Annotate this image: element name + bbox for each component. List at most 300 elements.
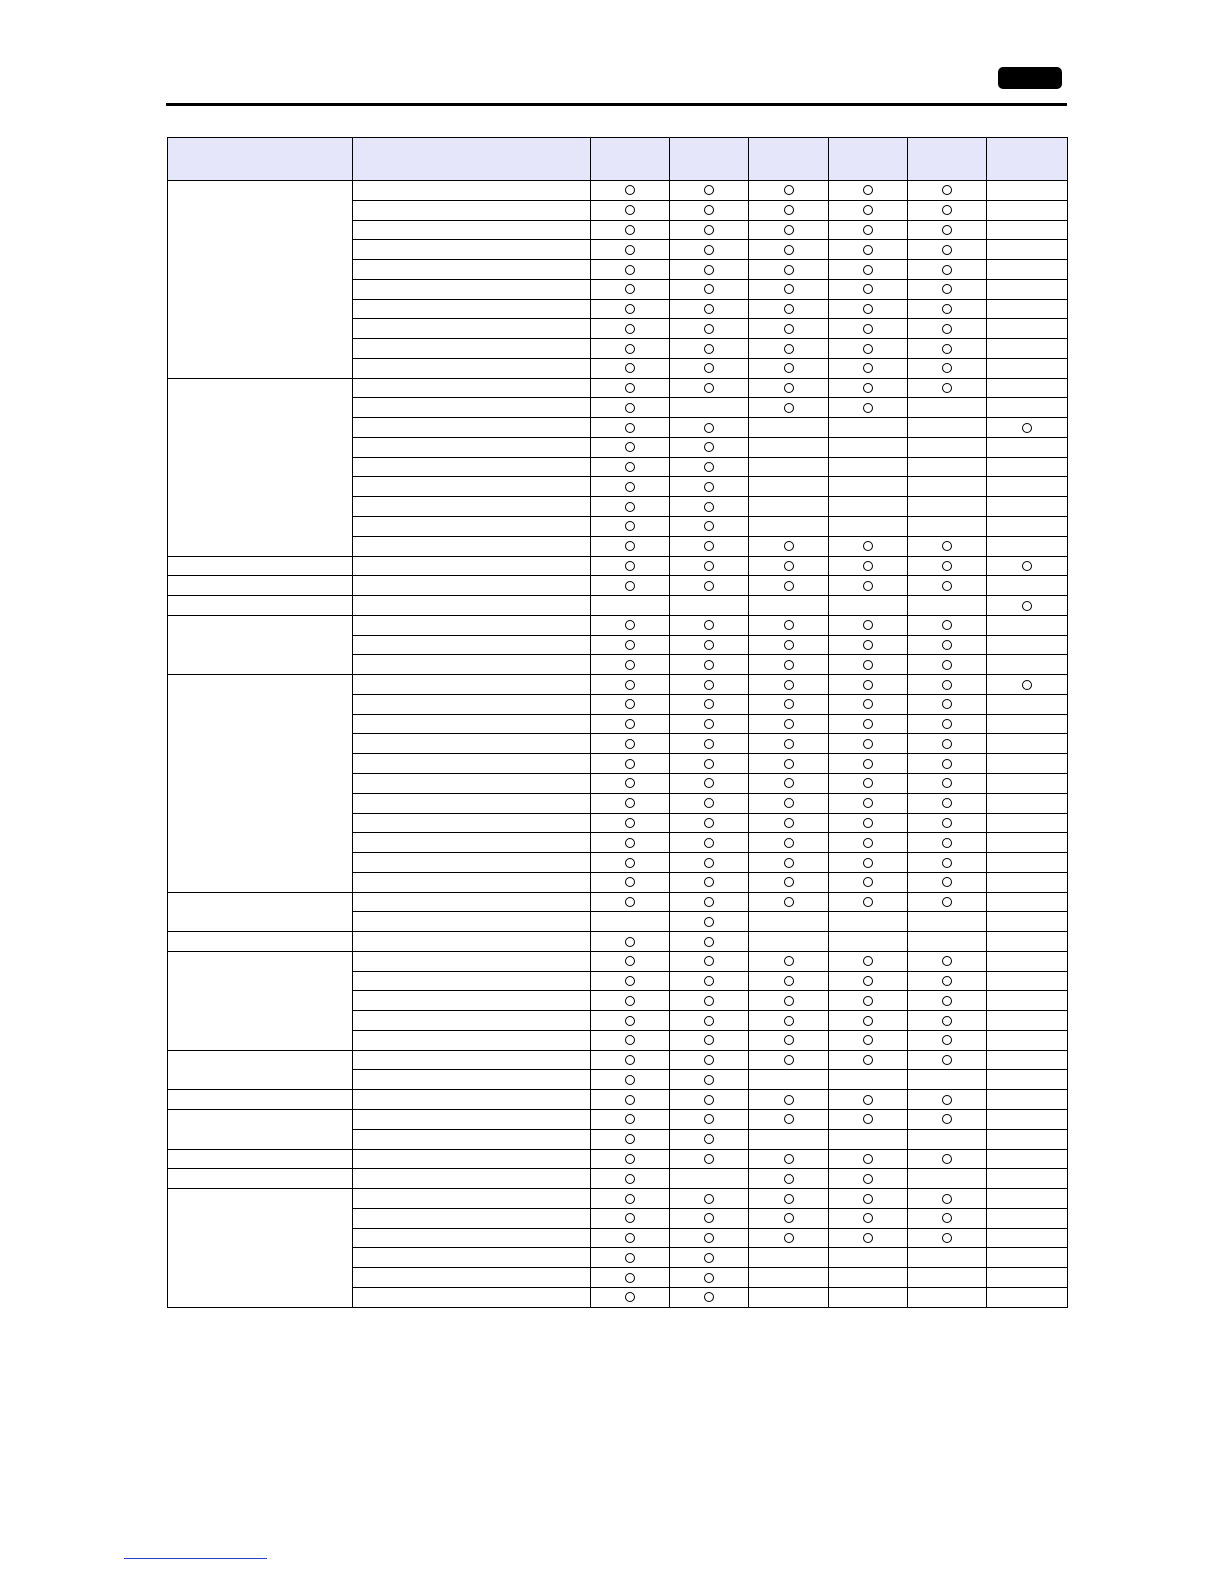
support-cell [591,872,670,892]
supported-circle-icon [784,778,794,788]
item-cell [353,1268,591,1288]
supported-circle-icon [784,1213,794,1223]
support-cell [670,299,749,319]
item-cell [353,655,591,675]
support-cell [908,1248,987,1268]
support-cell [591,1011,670,1031]
support-cell [908,754,987,774]
item-cell [353,1149,591,1169]
item-cell [353,497,591,517]
supported-circle-icon [704,1075,714,1085]
item-cell [353,675,591,695]
item-cell [353,1011,591,1031]
supported-circle-icon [625,1253,635,1263]
supported-circle-icon [704,1114,714,1124]
supported-circle-icon [625,976,635,986]
support-cell [829,1030,908,1050]
supported-circle-icon [784,1154,794,1164]
support-cell [987,339,1068,359]
supported-circle-icon [704,719,714,729]
supported-circle-icon [942,1055,952,1065]
supported-circle-icon [863,1095,873,1105]
support-cell [908,1109,987,1129]
support-cell [987,1030,1068,1050]
supported-circle-icon [704,739,714,749]
support-cell [829,1268,908,1288]
supported-circle-icon [784,344,794,354]
support-cell [749,398,829,418]
table-row [168,596,1068,616]
item-cell [353,1090,591,1110]
support-cell [987,793,1068,813]
support-cell [987,773,1068,793]
supported-circle-icon [704,561,714,571]
support-cell [591,536,670,556]
support-cell [829,734,908,754]
supported-circle-icon [625,383,635,393]
supported-circle-icon [704,1095,714,1105]
support-cell [987,1169,1068,1189]
support-cell [591,1070,670,1090]
supported-circle-icon [863,620,873,630]
item-cell [353,418,591,438]
support-cell [908,951,987,971]
support-cell [670,279,749,299]
support-cell [829,754,908,774]
category-cell [168,615,353,674]
support-cell [987,1287,1068,1307]
support-cell [908,497,987,517]
support-cell [749,932,829,952]
item-cell [353,378,591,398]
support-cell [749,635,829,655]
support-cell [987,378,1068,398]
supported-circle-icon [942,363,952,373]
support-cell [591,754,670,774]
support-cell [670,1149,749,1169]
support-cell [987,734,1068,754]
supported-circle-icon [704,344,714,354]
support-cell [749,1011,829,1031]
support-cell [749,734,829,754]
support-cell [749,536,829,556]
item-cell [353,1189,591,1209]
support-cell [987,635,1068,655]
support-cell [670,339,749,359]
supported-circle-icon [942,1095,952,1105]
supported-circle-icon [942,1213,952,1223]
supported-circle-icon [625,996,635,1006]
supported-circle-icon [942,324,952,334]
support-cell [908,339,987,359]
item-cell [353,971,591,991]
support-cell [987,1248,1068,1268]
support-cell [670,615,749,635]
supported-circle-icon [863,778,873,788]
support-cell [908,457,987,477]
supported-circle-icon [704,482,714,492]
supported-circle-icon [625,1095,635,1105]
supported-circle-icon [784,581,794,591]
supported-circle-icon [704,383,714,393]
support-cell [591,1090,670,1110]
support-cell [749,200,829,220]
category-cell [168,576,353,596]
support-cell [987,260,1068,280]
support-cell [829,971,908,991]
supported-circle-icon [863,561,873,571]
support-cell [749,1129,829,1149]
supported-circle-icon [704,581,714,591]
support-cell [670,596,749,616]
category-cell [168,181,353,379]
support-cell [749,1169,829,1189]
support-cell [987,1208,1068,1228]
supported-circle-icon [942,1194,952,1204]
item-cell [353,833,591,853]
supported-circle-icon [784,976,794,986]
supported-circle-icon [1022,423,1032,433]
table-row [168,181,1068,201]
supported-circle-icon [942,383,952,393]
support-cell [829,457,908,477]
support-cell [749,1030,829,1050]
supported-circle-icon [863,324,873,334]
supported-circle-icon [784,858,794,868]
table-row [168,556,1068,576]
support-cell [749,1248,829,1268]
supported-circle-icon [784,640,794,650]
support-cell [670,813,749,833]
support-cell [908,220,987,240]
supported-circle-icon [942,620,952,630]
support-cell [670,1228,749,1248]
support-cell [749,615,829,635]
supported-circle-icon [625,798,635,808]
supported-circle-icon [704,1134,714,1144]
supported-circle-icon [863,245,873,255]
support-cell [829,319,908,339]
support-cell [749,1090,829,1110]
support-cell [987,398,1068,418]
supported-circle-icon [625,778,635,788]
supported-circle-icon [625,838,635,848]
supported-circle-icon [863,976,873,986]
support-cell [591,1169,670,1189]
support-cell [987,1228,1068,1248]
support-cell [591,200,670,220]
support-cell [908,517,987,537]
support-cell [829,813,908,833]
support-cell [908,1208,987,1228]
supported-circle-icon [784,1035,794,1045]
support-cell [987,358,1068,378]
item-cell [353,813,591,833]
table-header-row [168,138,1068,181]
support-cell [670,181,749,201]
support-cell [591,517,670,537]
support-cell [670,655,749,675]
supported-circle-icon [863,680,873,690]
item-cell [353,477,591,497]
support-cell [591,773,670,793]
support-cell [670,971,749,991]
support-cell [670,517,749,537]
support-cell [749,655,829,675]
support-cell [591,694,670,714]
category-cell [168,1189,353,1308]
category-cell [168,892,353,932]
supported-circle-icon [863,956,873,966]
supported-circle-icon [625,1154,635,1164]
supported-circle-icon [784,363,794,373]
support-cell [987,319,1068,339]
item-cell [353,536,591,556]
category-cell [168,1050,353,1090]
supported-circle-icon [863,403,873,413]
support-cell [670,319,749,339]
support-cell [670,912,749,932]
supported-circle-icon [942,205,952,215]
support-cell [591,813,670,833]
supported-circle-icon [784,996,794,1006]
item-cell [353,754,591,774]
supported-circle-icon [863,383,873,393]
support-cell [749,694,829,714]
supported-circle-icon [863,858,873,868]
header-model-1 [591,138,670,181]
supported-circle-icon [625,1174,635,1184]
supported-circle-icon [863,660,873,670]
supported-circle-icon [784,225,794,235]
supported-circle-icon [625,225,635,235]
support-cell [908,991,987,1011]
support-cell [987,457,1068,477]
item-cell [353,793,591,813]
supported-circle-icon [704,1194,714,1204]
support-cell [829,635,908,655]
supported-circle-icon [704,858,714,868]
support-cell [987,971,1068,991]
item-cell [353,556,591,576]
support-cell [670,536,749,556]
support-cell [670,1011,749,1031]
supported-circle-icon [784,245,794,255]
supported-circle-icon [784,798,794,808]
table-row [168,1189,1068,1209]
supported-circle-icon [784,1016,794,1026]
supported-circle-icon [704,877,714,887]
supported-circle-icon [863,205,873,215]
supported-circle-icon [704,1253,714,1263]
support-cell [591,1149,670,1169]
supported-circle-icon [625,284,635,294]
support-cell [987,299,1068,319]
supported-circle-icon [942,344,952,354]
header-item [353,138,591,181]
support-cell [908,793,987,813]
supported-circle-icon [863,739,873,749]
support-cell [749,1268,829,1288]
support-cell [749,1050,829,1070]
supported-circle-icon [625,581,635,591]
supported-circle-icon [625,265,635,275]
support-cell [749,833,829,853]
support-cell [987,181,1068,201]
support-cell [987,1149,1068,1169]
supported-circle-icon [1022,680,1032,690]
support-cell [591,1030,670,1050]
support-cell [908,675,987,695]
support-cell [749,418,829,438]
supported-circle-icon [704,462,714,472]
item-cell [353,892,591,912]
support-cell [591,853,670,873]
support-cell [670,260,749,280]
support-cell [908,398,987,418]
support-cell [987,932,1068,952]
support-cell [749,319,829,339]
support-cell [829,872,908,892]
header-model-5 [908,138,987,181]
support-cell [670,220,749,240]
supported-circle-icon [942,719,952,729]
table-row [168,951,1068,971]
support-cell [670,1129,749,1149]
supported-circle-icon [625,620,635,630]
category-cell [168,378,353,556]
supported-circle-icon [784,383,794,393]
supported-circle-icon [704,640,714,650]
support-cell [829,912,908,932]
supported-circle-icon [704,620,714,630]
support-cell [829,1248,908,1268]
support-cell [987,655,1068,675]
support-cell [749,299,829,319]
support-cell [908,418,987,438]
support-cell [908,833,987,853]
support-cell [987,418,1068,438]
item-cell [353,299,591,319]
support-cell [829,1287,908,1307]
support-cell [987,872,1068,892]
category-cell [168,596,353,616]
support-cell [908,240,987,260]
support-cell [987,892,1068,912]
support-cell [749,853,829,873]
item-cell [353,437,591,457]
support-cell [670,694,749,714]
supported-circle-icon [625,1055,635,1065]
supported-circle-icon [625,1075,635,1085]
support-cell [670,1208,749,1228]
support-cell [670,951,749,971]
support-cell [591,240,670,260]
category-cell [168,1169,353,1189]
supported-circle-icon [942,976,952,986]
supported-circle-icon [784,680,794,690]
support-cell [987,1070,1068,1090]
item-cell [353,596,591,616]
supported-circle-icon [942,798,952,808]
supported-circle-icon [863,640,873,650]
support-cell [908,714,987,734]
supported-circle-icon [863,185,873,195]
support-cell [829,181,908,201]
supported-circle-icon [942,1114,952,1124]
supported-circle-icon [942,699,952,709]
support-cell [829,853,908,873]
support-cell [908,1090,987,1110]
support-cell [591,1287,670,1307]
supported-circle-icon [942,858,952,868]
support-cell [670,457,749,477]
support-cell [987,615,1068,635]
support-cell [987,517,1068,537]
support-cell [829,991,908,1011]
supported-circle-icon [704,1292,714,1302]
supported-circle-icon [625,1233,635,1243]
table-row [168,1149,1068,1169]
support-cell [829,418,908,438]
support-cell [908,181,987,201]
supported-circle-icon [625,1016,635,1026]
supported-circle-icon [942,1035,952,1045]
support-cell [749,793,829,813]
support-cell [749,517,829,537]
support-cell [829,497,908,517]
support-cell [987,951,1068,971]
support-cell [987,437,1068,457]
support-cell [908,615,987,635]
supported-circle-icon [863,1194,873,1204]
footer-link-underline [124,1558,267,1559]
support-cell [829,1149,908,1169]
support-cell [749,1109,829,1129]
supported-circle-icon [704,976,714,986]
support-cell [749,813,829,833]
support-cell [987,1090,1068,1110]
support-cell [749,1287,829,1307]
supported-circle-icon [863,759,873,769]
category-cell [168,932,353,952]
supported-circle-icon [625,205,635,215]
item-cell [353,912,591,932]
supported-circle-icon [942,561,952,571]
item-cell [353,1228,591,1248]
support-cell [591,1248,670,1268]
support-cell [908,1228,987,1248]
supported-circle-icon [784,877,794,887]
supported-circle-icon [625,1292,635,1302]
support-cell [908,1149,987,1169]
supported-circle-icon [704,363,714,373]
support-cell [670,1248,749,1268]
supported-circle-icon [784,1114,794,1124]
supported-circle-icon [704,1035,714,1045]
supported-circle-icon [784,205,794,215]
support-cell [670,635,749,655]
support-cell [829,299,908,319]
support-cell [591,299,670,319]
supported-circle-icon [784,304,794,314]
supported-circle-icon [863,304,873,314]
item-cell [353,1169,591,1189]
support-cell [987,1268,1068,1288]
support-cell [749,240,829,260]
item-cell [353,1109,591,1129]
support-cell [829,437,908,457]
